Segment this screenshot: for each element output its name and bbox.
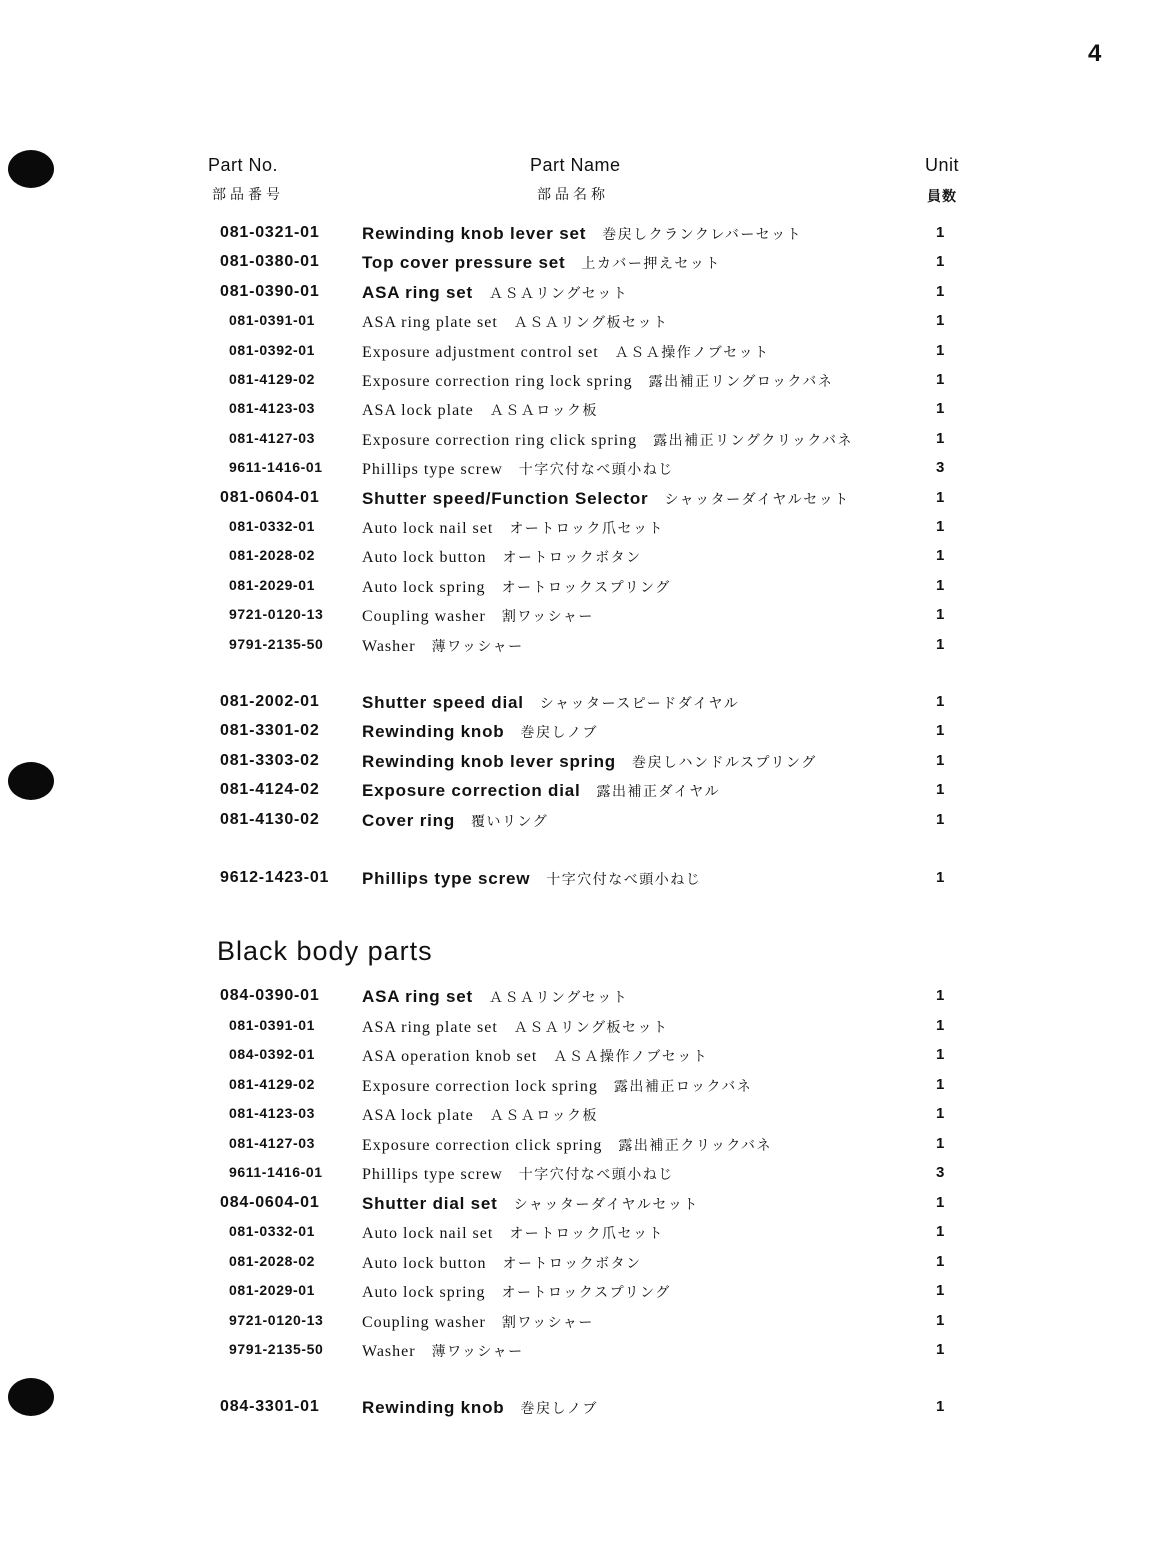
parts-row bbox=[0, 1105, 1152, 1134]
parts-row bbox=[0, 781, 1152, 810]
parts-row bbox=[0, 636, 1152, 665]
part-name-jp: オートロックボタン bbox=[502, 1256, 642, 1272]
part-name-en: Auto lock spring bbox=[362, 1284, 486, 1301]
parts-row bbox=[0, 459, 1152, 488]
part-name-jp: 上カバー押えセット bbox=[581, 255, 721, 272]
part-name-jp: 十字穴付なべ頭小ねじ bbox=[518, 1168, 674, 1183]
part-name-jp: オートロック爪セット bbox=[509, 522, 665, 537]
part-name-en: Auto lock nail set bbox=[362, 1225, 494, 1242]
part-name bbox=[362, 1223, 664, 1243]
part-name bbox=[362, 1105, 598, 1125]
part-number: 9612-1423-01 bbox=[220, 869, 330, 886]
part-number: 081-4127-03 bbox=[229, 429, 315, 446]
part-name-en: Phillips type screw bbox=[362, 869, 531, 888]
part-name-jp: オートロックボタン bbox=[502, 551, 642, 567]
part-number: 081-0380-01 bbox=[220, 253, 320, 271]
part-number: 9791-2135-50 bbox=[229, 1341, 324, 1357]
part-name-jp: 露出補正ダイヤル bbox=[596, 783, 721, 800]
part-unit: 3 bbox=[936, 459, 945, 477]
part-name-jp: シャッターダイヤルセット bbox=[513, 1195, 699, 1212]
part-name bbox=[362, 283, 628, 303]
parts-row bbox=[0, 1253, 1152, 1282]
part-unit: 1 bbox=[936, 869, 945, 886]
part-name-en: Auto lock button bbox=[362, 1254, 487, 1272]
part-name bbox=[362, 1046, 708, 1066]
part-unit: 1 bbox=[936, 1341, 945, 1358]
part-name-jp: 露出補正ロックバネ bbox=[613, 1079, 753, 1095]
part-number: 081-4129-02 bbox=[229, 1075, 315, 1092]
header-part-name-jp: 部品名称 bbox=[537, 186, 609, 202]
part-name-jp: オートロック爪セット bbox=[509, 1227, 665, 1242]
part-number: 9721-0120-13 bbox=[229, 1311, 324, 1328]
part-name bbox=[362, 1341, 524, 1361]
part-name-jp: ＡＳＡ操作ノブセット bbox=[614, 345, 770, 361]
parts-row bbox=[0, 400, 1152, 429]
part-name bbox=[362, 577, 671, 597]
part-name-en: Shutter speed dial bbox=[362, 693, 524, 712]
part-name-en: Exposure correction dial bbox=[362, 781, 581, 801]
parts-row bbox=[0, 752, 1152, 781]
part-name-en: Auto lock nail set bbox=[362, 520, 494, 537]
punch-hole bbox=[8, 150, 54, 188]
part-number: 081-4130-02 bbox=[220, 810, 320, 828]
part-number: 081-0391-01 bbox=[229, 312, 315, 329]
part-name bbox=[362, 752, 817, 772]
part-name-jp: 露出補正リングロックバネ bbox=[648, 375, 834, 390]
part-name-en: Top cover pressure set bbox=[362, 253, 566, 273]
parts-row bbox=[0, 606, 1152, 635]
part-name-en: ASA ring plate set bbox=[362, 314, 498, 332]
part-name bbox=[362, 224, 802, 244]
parts-row bbox=[0, 430, 1152, 459]
parts-row bbox=[0, 987, 1152, 1016]
part-name-en: ASA operation knob set bbox=[362, 1048, 538, 1065]
section-title-black-body: Black body parts bbox=[217, 936, 433, 966]
part-unit: 1 bbox=[936, 810, 945, 828]
part-number: 081-4127-03 bbox=[229, 1134, 315, 1151]
part-name-en: Shutter speed/Function Selector bbox=[362, 488, 649, 508]
parts-row bbox=[0, 312, 1152, 341]
part-name bbox=[362, 693, 739, 713]
part-name-jp: 巻戻しハンドルスプリング bbox=[631, 753, 817, 770]
part-name-en: ASA ring set bbox=[362, 282, 473, 302]
part-name-jp: ＡＳＡリング板セット bbox=[513, 316, 669, 332]
parts-row bbox=[0, 1341, 1152, 1370]
parts-row bbox=[0, 371, 1152, 400]
parts-row bbox=[0, 811, 1152, 840]
part-name-en: Auto lock spring bbox=[362, 578, 486, 596]
part-unit: 1 bbox=[936, 1252, 945, 1270]
part-name-jp: 十字穴付なべ頭小ねじ bbox=[518, 463, 674, 479]
part-number: 081-2028-02 bbox=[229, 1252, 315, 1269]
part-name bbox=[362, 312, 669, 332]
part-name-jp: シャッタースピードダイヤル bbox=[539, 695, 740, 711]
part-number: 081-2029-01 bbox=[229, 1282, 315, 1298]
part-name-en: Rewinding knob lever set bbox=[362, 224, 587, 243]
part-unit: 1 bbox=[936, 606, 945, 624]
part-name-jp: 十字穴付なべ頭小ねじ bbox=[546, 871, 702, 887]
part-name bbox=[362, 253, 721, 273]
part-number: 084-0604-01 bbox=[220, 1193, 320, 1211]
part-name bbox=[362, 489, 850, 509]
part-unit: 1 bbox=[936, 224, 945, 241]
part-name bbox=[362, 1017, 669, 1037]
part-name bbox=[362, 459, 674, 479]
part-number: 081-4124-02 bbox=[220, 781, 320, 799]
part-name-jp: 巻戻しノブ bbox=[520, 1400, 598, 1416]
part-name-en: Auto lock button bbox=[362, 549, 487, 567]
parts-row bbox=[0, 489, 1152, 518]
part-unit: 1 bbox=[936, 781, 945, 799]
part-name bbox=[362, 1076, 752, 1096]
part-name-en: Washer bbox=[362, 1343, 416, 1360]
part-number: 9721-0120-13 bbox=[229, 606, 324, 623]
part-name bbox=[362, 1164, 674, 1184]
part-name bbox=[362, 781, 720, 801]
header-unit-jp: 員数 bbox=[927, 188, 957, 204]
part-number: 9791-2135-50 bbox=[229, 635, 324, 652]
part-name bbox=[362, 430, 853, 450]
parts-row bbox=[0, 518, 1152, 547]
parts-row bbox=[0, 1223, 1152, 1252]
part-number: 081-0332-01 bbox=[229, 1223, 315, 1239]
part-unit: 1 bbox=[936, 693, 945, 710]
part-number: 081-2029-01 bbox=[229, 576, 315, 593]
part-name bbox=[362, 400, 598, 420]
parts-row bbox=[0, 577, 1152, 606]
parts-row bbox=[0, 342, 1152, 371]
parts-row bbox=[0, 253, 1152, 282]
part-unit: 1 bbox=[936, 1046, 945, 1063]
part-name-en: Exposure correction ring lock spring bbox=[362, 373, 633, 390]
page-number: 4 bbox=[1088, 40, 1102, 67]
part-unit: 1 bbox=[936, 282, 945, 300]
part-unit: 1 bbox=[936, 1016, 945, 1034]
part-name bbox=[362, 1312, 594, 1332]
part-name bbox=[362, 606, 594, 626]
part-name-jp: 露出補正クリックバネ bbox=[618, 1138, 772, 1154]
parts-row bbox=[0, 1312, 1152, 1341]
part-number: 084-0390-01 bbox=[220, 987, 320, 1004]
part-name-jp: 薄ワッシャー bbox=[431, 639, 524, 655]
parts-row bbox=[0, 869, 1152, 898]
part-unit: 1 bbox=[936, 1105, 945, 1122]
parts-row bbox=[0, 1135, 1152, 1164]
parts-row bbox=[0, 1282, 1152, 1311]
part-name-en: ASA ring plate set bbox=[362, 1018, 498, 1036]
part-name-jp: 割ワッシャー bbox=[501, 610, 594, 626]
part-name bbox=[362, 547, 642, 567]
part-number: 081-0332-01 bbox=[229, 518, 315, 534]
part-name bbox=[362, 1282, 671, 1302]
part-name bbox=[362, 987, 628, 1007]
part-name-en: Washer bbox=[362, 637, 416, 655]
part-unit: 1 bbox=[936, 341, 945, 359]
part-name-en: Exposure correction lock spring bbox=[362, 1077, 598, 1095]
part-name bbox=[362, 371, 833, 391]
part-name-en: ASA lock plate bbox=[362, 402, 474, 420]
parts-row bbox=[0, 1164, 1152, 1193]
part-name-jp: 巻戻しノブ bbox=[520, 724, 598, 741]
part-unit: 1 bbox=[936, 400, 945, 418]
parts-row bbox=[0, 1046, 1152, 1075]
part-name-en: Shutter dial set bbox=[362, 1193, 498, 1213]
part-name bbox=[362, 1398, 598, 1418]
part-unit: 1 bbox=[936, 1134, 945, 1152]
part-name bbox=[362, 342, 770, 362]
part-unit: 1 bbox=[936, 751, 945, 769]
part-name-jp: ＡＳＡリング板セット bbox=[513, 1020, 669, 1036]
part-unit: 1 bbox=[936, 429, 945, 447]
part-name bbox=[362, 518, 664, 538]
part-unit: 1 bbox=[936, 1398, 945, 1415]
part-name-en: Rewinding knob bbox=[362, 1398, 505, 1417]
parts-row bbox=[0, 693, 1152, 722]
part-name-en: Exposure correction click spring bbox=[362, 1136, 603, 1154]
part-unit: 1 bbox=[936, 635, 945, 653]
part-number: 081-3301-02 bbox=[220, 722, 320, 740]
part-name-en: ASA lock plate bbox=[362, 1107, 474, 1124]
header-part-no: Part No. bbox=[208, 155, 279, 175]
part-unit: 1 bbox=[936, 1311, 945, 1329]
part-name-en: ASA ring set bbox=[362, 987, 473, 1006]
parts-row bbox=[0, 283, 1152, 312]
part-name-en: Cover ring bbox=[362, 810, 456, 830]
part-unit: 1 bbox=[936, 1282, 945, 1299]
part-unit: 1 bbox=[936, 518, 945, 535]
part-name bbox=[362, 1135, 772, 1155]
part-unit: 1 bbox=[936, 253, 945, 271]
part-name-en: Exposure adjustment control set bbox=[362, 343, 599, 361]
part-name-en: Exposure correction ring click spring bbox=[362, 431, 638, 449]
part-name-jp: ＡＳＡリングセット bbox=[489, 989, 629, 1005]
part-name-jp: ＡＳＡ操作ノブセット bbox=[553, 1050, 709, 1065]
part-name-jp: オートロックスプリング bbox=[501, 1286, 671, 1301]
part-number: 081-3303-02 bbox=[220, 751, 320, 769]
part-name-jp: ＡＳＡロック板 bbox=[489, 404, 598, 420]
part-number: 081-4123-03 bbox=[229, 1105, 315, 1121]
part-number: 081-0390-01 bbox=[220, 282, 320, 300]
part-number: 081-2028-02 bbox=[229, 547, 315, 564]
part-unit: 1 bbox=[936, 576, 945, 594]
part-name bbox=[362, 1194, 699, 1214]
part-name-jp: 巻戻しクランクレバーセット bbox=[602, 226, 803, 242]
part-unit: 3 bbox=[936, 1164, 945, 1181]
part-unit: 1 bbox=[936, 722, 945, 740]
part-name bbox=[362, 811, 548, 831]
part-name-en: Phillips type screw bbox=[362, 1166, 503, 1183]
part-number: 084-3301-01 bbox=[220, 1398, 320, 1415]
parts-row bbox=[0, 1398, 1152, 1427]
part-unit: 1 bbox=[936, 1193, 945, 1211]
part-name-en: Coupling washer bbox=[362, 1313, 486, 1331]
part-name-jp: 割ワッシャー bbox=[501, 1315, 594, 1331]
part-name-jp: シャッターダイヤルセット bbox=[664, 490, 850, 507]
header-part-name: Part Name bbox=[530, 155, 621, 175]
part-name-en: Rewinding knob lever spring bbox=[362, 751, 616, 771]
part-unit: 1 bbox=[936, 547, 945, 565]
header-unit: Unit bbox=[925, 155, 960, 175]
part-unit: 1 bbox=[936, 488, 945, 506]
parts-row bbox=[0, 1076, 1152, 1105]
parts-row bbox=[0, 547, 1152, 576]
part-unit: 1 bbox=[936, 312, 945, 330]
part-name-jp: 覆いリング bbox=[471, 812, 549, 829]
parts-row bbox=[0, 1194, 1152, 1223]
part-name-en: Coupling washer bbox=[362, 608, 486, 626]
part-number: 081-0604-01 bbox=[220, 488, 320, 506]
part-number: 081-0391-01 bbox=[229, 1016, 315, 1033]
part-name bbox=[362, 636, 524, 656]
part-name bbox=[362, 722, 598, 742]
part-name-en: Phillips type screw bbox=[362, 461, 503, 479]
part-unit: 1 bbox=[936, 371, 945, 388]
part-number: 9611-1416-01 bbox=[229, 1164, 323, 1180]
part-number: 081-0392-01 bbox=[229, 341, 315, 358]
part-unit: 1 bbox=[936, 987, 945, 1004]
part-number: 081-0321-01 bbox=[220, 224, 320, 241]
part-name-jp: 露出補正リングクリックバネ bbox=[653, 433, 853, 449]
part-name-jp: ＡＳＡリングセット bbox=[489, 284, 629, 301]
part-name-jp: 薄ワッシャー bbox=[431, 1345, 524, 1360]
parts-row bbox=[0, 722, 1152, 751]
part-name-jp: ＡＳＡロック板 bbox=[489, 1109, 598, 1124]
part-name bbox=[362, 1253, 642, 1273]
part-unit: 1 bbox=[936, 1223, 945, 1240]
part-name bbox=[362, 869, 701, 889]
part-number: 081-4123-03 bbox=[229, 400, 315, 417]
part-name-en: Rewinding knob bbox=[362, 722, 505, 742]
part-name-jp: オートロックスプリング bbox=[501, 580, 671, 596]
parts-row bbox=[0, 224, 1152, 253]
part-number: 084-0392-01 bbox=[229, 1046, 315, 1062]
part-unit: 1 bbox=[936, 1075, 945, 1093]
part-number: 9611-1416-01 bbox=[229, 459, 323, 476]
part-number: 081-2002-01 bbox=[220, 693, 320, 710]
parts-row bbox=[0, 1017, 1152, 1046]
header-part-no-jp: 部品番号 bbox=[212, 186, 284, 202]
part-number: 081-4129-02 bbox=[229, 371, 315, 387]
